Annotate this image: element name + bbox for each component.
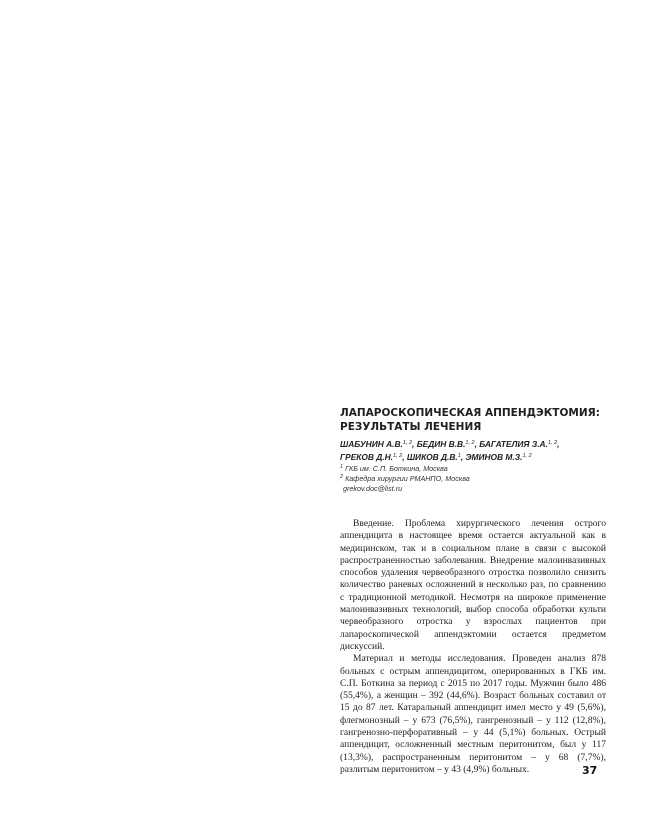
affiliation-sup: 2 [340, 474, 344, 480]
author-email: grekov.doc@list.ru [343, 484, 403, 493]
article-title-line1: ЛАПАРОСКОПИЧЕСКАЯ АППЕНДЭКТОМИЯ: [340, 407, 600, 419]
authors-line2 [340, 451, 610, 464]
author-name: БАГАТЕЛИЯ З.А. [479, 439, 548, 449]
author-name: ШИКОВ Д.В. [406, 451, 458, 462]
methods-paragraph: Материал и методы исследования. Проведен анализ 878 больных с острым аппендицитом, оперированных в ГКБ им. С.П. Боткина за период с 2015 по 2017 годы. Мужчин было 486 (55,4%), а женщин – 392 (44,6%). Возраст больных составил от 15 до 87 лет. Катаральный аппендицит имел место у 49 (5,6%), флегмонозный – у 673 (76,5%), гангренозный – у 112 (12,8%), гангренозно-перфоративный – у 44 (5,1%) больных. Острый аппендицит, осложненный местным перитонитом, был у 117 (13,3%), распространенным перитонитом – у 68 (7,7%), разлитым перитонитом – у 43 (4,9%) больных. [340, 653, 606, 775]
author-separator: , [402, 451, 407, 462]
author-affiliation-sup: 1 [457, 452, 461, 459]
author-name: ГРЕКОВ Д.Н. [340, 451, 393, 462]
author-name: ШАБУНИН А.В. [340, 439, 403, 449]
author-separator: , [460, 451, 466, 462]
page-number: 37 [582, 764, 598, 777]
authors [340, 438, 610, 463]
author-separator: , [412, 439, 417, 449]
author-affiliation-sup: 1, 2 [465, 440, 475, 446]
affiliation-sup: 1 [340, 464, 344, 470]
authors-line1 [340, 438, 610, 451]
author-affiliation-sup: 1, 2 [393, 452, 403, 459]
article-title-line2: РЕЗУЛЬТАТЫ ЛЕЧЕНИЯ [340, 421, 482, 433]
author-separator: , [474, 439, 480, 449]
intro-paragraph: Введение. Проблема хирургического лечения острого аппендицита в настоящее время остается актуальной как в медицинском, так и в социальном плане в связи с высокой распространенностью заболевания. Внедрение малоинвазивных способов удаления червеобразного отростка позволило снизить количество раневых осложнений в несколько раз, по сравнению с традиционной методикой. Несмотря на широкое применение малоинвазивных технологий, выбор способа обработки культи червеобразного отростка у взрослых пациентов при лапароскопической аппендэктомии остается предметом дискуссий. [340, 518, 606, 652]
author-name: ЭМИНОВ М.З. [465, 451, 523, 462]
article-title [340, 406, 610, 434]
author-separator: , [557, 439, 560, 449]
affiliation-text: ГКБ им. С.П. Боткина, Москва [345, 464, 448, 473]
author-name: БЕДИН В.В. [416, 439, 466, 449]
affiliation-text: Кафедра хирургии РМАНПО, Москва [345, 474, 470, 483]
author-affiliation-sup: 1, 2 [522, 452, 532, 459]
author-affiliation-sup: 1, 2 [547, 440, 558, 446]
article-body [340, 518, 606, 776]
author-affiliation-sup: 1, 2 [402, 440, 413, 446]
